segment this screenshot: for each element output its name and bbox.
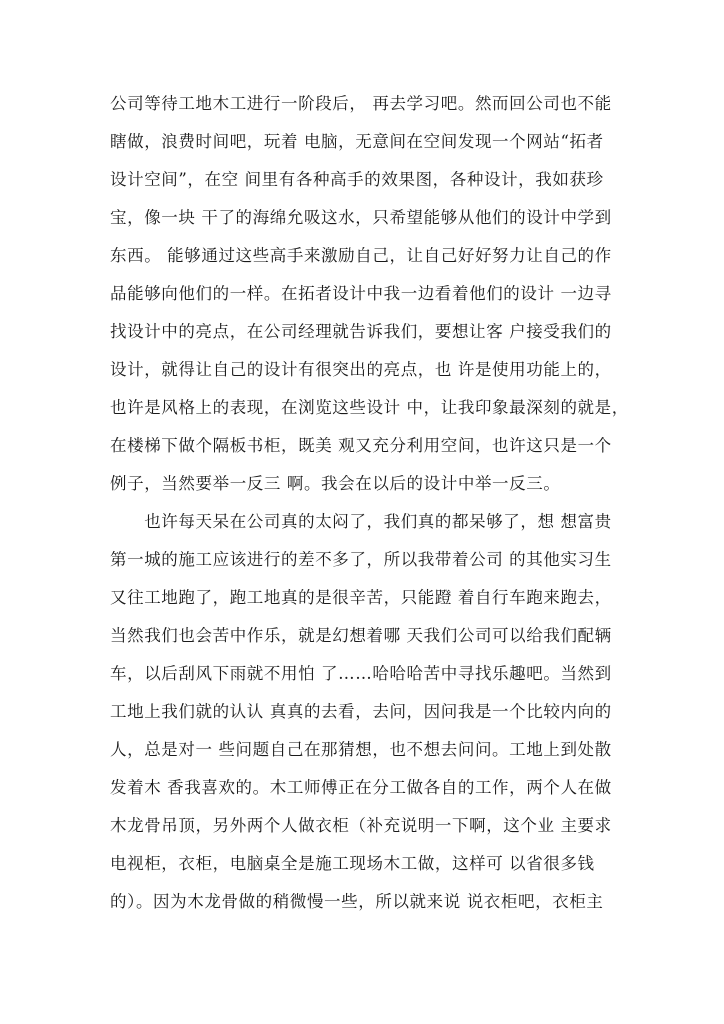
text-line: 例子，当然要举一反三 啊。我会在以后的设计中举一反三。 (110, 474, 561, 493)
text-line: 在楼梯下做个隔板书柜，既美 观又充分利用空间，也许这只是一个 (110, 436, 612, 455)
text-line: 木龙骨吊顶，另外两个人做衣柜（补充说明一下啊，这个业 主要求 (110, 816, 612, 835)
text-line: 品能够向他们的一样。在拓者设计中我一边看着他们的设计 一边寻 (110, 284, 612, 303)
text-line: 找设计中的亮点，在公司经理就告诉我们，要想让客 户接受我们的 (110, 322, 612, 341)
text-line: 设计空间”，在空 间里有各种高手的效果图，各种设计，我如获珍 (110, 170, 604, 189)
text-line: 当然我们也会苦中作乐，就是幻想着哪 天我们公司可以给我们配辆 (110, 626, 612, 645)
text-line: 的）。因为木龙骨做的稍微慢一些，所以就来说 说衣柜吧，衣柜主 (110, 892, 604, 911)
text-line: 瞎做，浪费时间吧，玩着 电脑，无意间在空间发现一个网站“拓者 (110, 132, 604, 151)
text-line: 设计，就得让自己的设计有很突出的亮点，也 许是使用功能上的， (110, 360, 612, 379)
text-line: 电视柜，衣柜，电脑桌全是施工现场木工做，这样可 以省很多钱 (110, 854, 595, 873)
text-line: 第一城的施工应该进行的差不多了，所以我带着公司 的其他实习生 (110, 550, 612, 569)
text-line: 公司等待工地木工进行一阶段后， 再去学习吧。然而回公司也不能 (110, 94, 612, 113)
text-line: 又往工地跑了，跑工地真的是很辛苦，只能蹬 着自行车跑来跑去， (110, 588, 612, 607)
text-line: 车，以后刮风下雨就不用怕 了……哈哈哈苦中寻找乐趣吧。当然到 (110, 664, 612, 683)
text-line: 也许是风格上的表现，在浏览这些设计 中，让我印象最深刻的就是， (110, 398, 629, 417)
text-line: 东西。 能够通过这些高手来激励自己，让自己好好努力让自己的作 (110, 246, 612, 265)
text-line: 发着木 香我喜欢的。木工师傅正在分工做各自的工作，两个人在做 (110, 778, 612, 797)
text-line: 也许每天呆在公司真的太闷了，我们真的都呆够了，想 想富贵 (110, 512, 612, 531)
text-line: 工地上我们就的认认 真真的去看，去问，因问我是一个比较内向的 (110, 702, 612, 721)
text-line: 宝，像一块 干了的海绵允吸这水，只希望能够从他们的设计中学到 (110, 208, 612, 227)
text-line: 人，总是对一 些问题自己在那猜想，也不想去问问。工地上到处散 (110, 740, 612, 759)
